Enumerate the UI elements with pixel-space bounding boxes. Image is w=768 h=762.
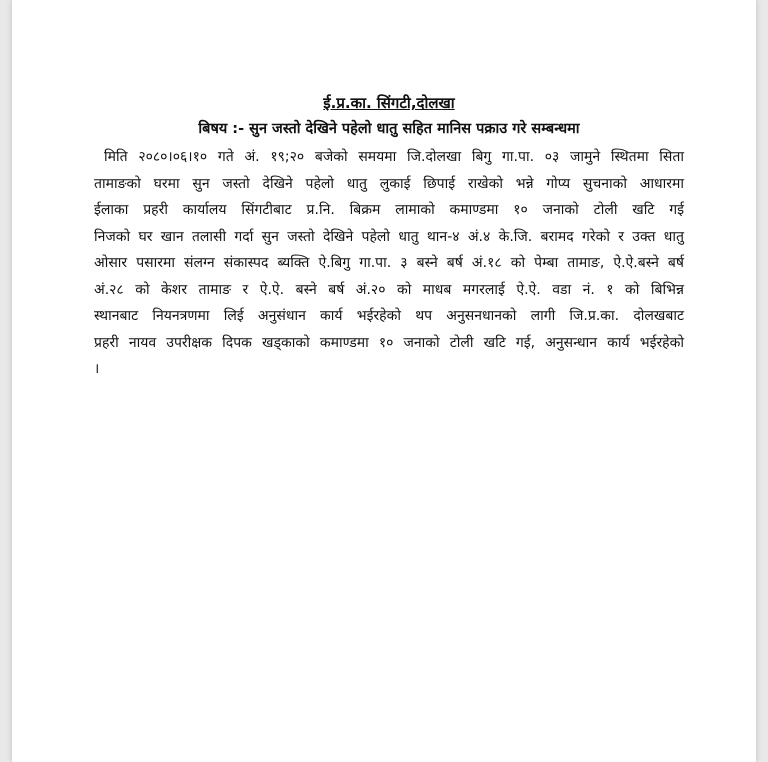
subject-line: बिषय :- सुन जस्तो देखिने पहेलो धातु सहित मानिस पक्राउ गरे सम्बन्धमा — [198, 121, 580, 137]
body-line: तामाङको घरमा सुन जस्तो देखिने पहेलो धातु लुकाई छिपाई राखेको भन्ने गोप्य सुचनाको आधारमा — [94, 175, 684, 192]
body-line: निजको घर खान तलासी गर्दा सुन जस्तो देखिने पहेलो धातु थान-४ अं.४ के.जि. बरामद गरेको र उक्त धातु — [94, 228, 684, 245]
body-line: स्थानबाट नियनत्रणमा लिई अनुसंधान कार्य भईरहेको थप अनुसनधानको लागी जि.प्र.का. दोलखबाट — [94, 308, 684, 324]
body-line-end-mark: । — [94, 361, 100, 377]
body-paragraph — [94, 144, 684, 383]
body-line: मिति २०८०।०६।१० गते अं. १९;२० बजेको समयमा जि.दोलखा बिगु गा.पा. ०३ जामुने स्थितमा सिता — [104, 149, 684, 165]
office-title: ई.प्र.का. सिंगटी,दोलखा — [323, 94, 455, 112]
body-line: ईलाका प्रहरी कार्यालय सिंगटीबाट प्र.नि. बिक्रम लामाको कमाण्डमा १० जनाको टोली खटि गई — [94, 202, 684, 218]
body-line: अं.२८ को केशर तामाङ र ऐ.ऐ. बस्ने बर्ष अं.२० को माधब मगरलाई ऐ.ऐ. वडा नं. १ को बिभिन्न — [94, 281, 684, 298]
body-line: ओसार पसारमा संलग्न संकास्पद ब्यक्ति ऐ.बिगु गा.पा. ३ बस्ने बर्ष अं.१८ को पेम्बा तामाङ, ऐ.ऐ.बस्ने बर्ष — [94, 255, 684, 271]
document-page — [12, 0, 756, 762]
document-content — [94, 90, 684, 383]
body-line: प्रहरी नायव उपरीक्षक दिपक खड्काको कमाण्डमा १० जनाको टोली खटि गई, अनुसन्धान कार्य भईरहेको — [94, 334, 684, 351]
